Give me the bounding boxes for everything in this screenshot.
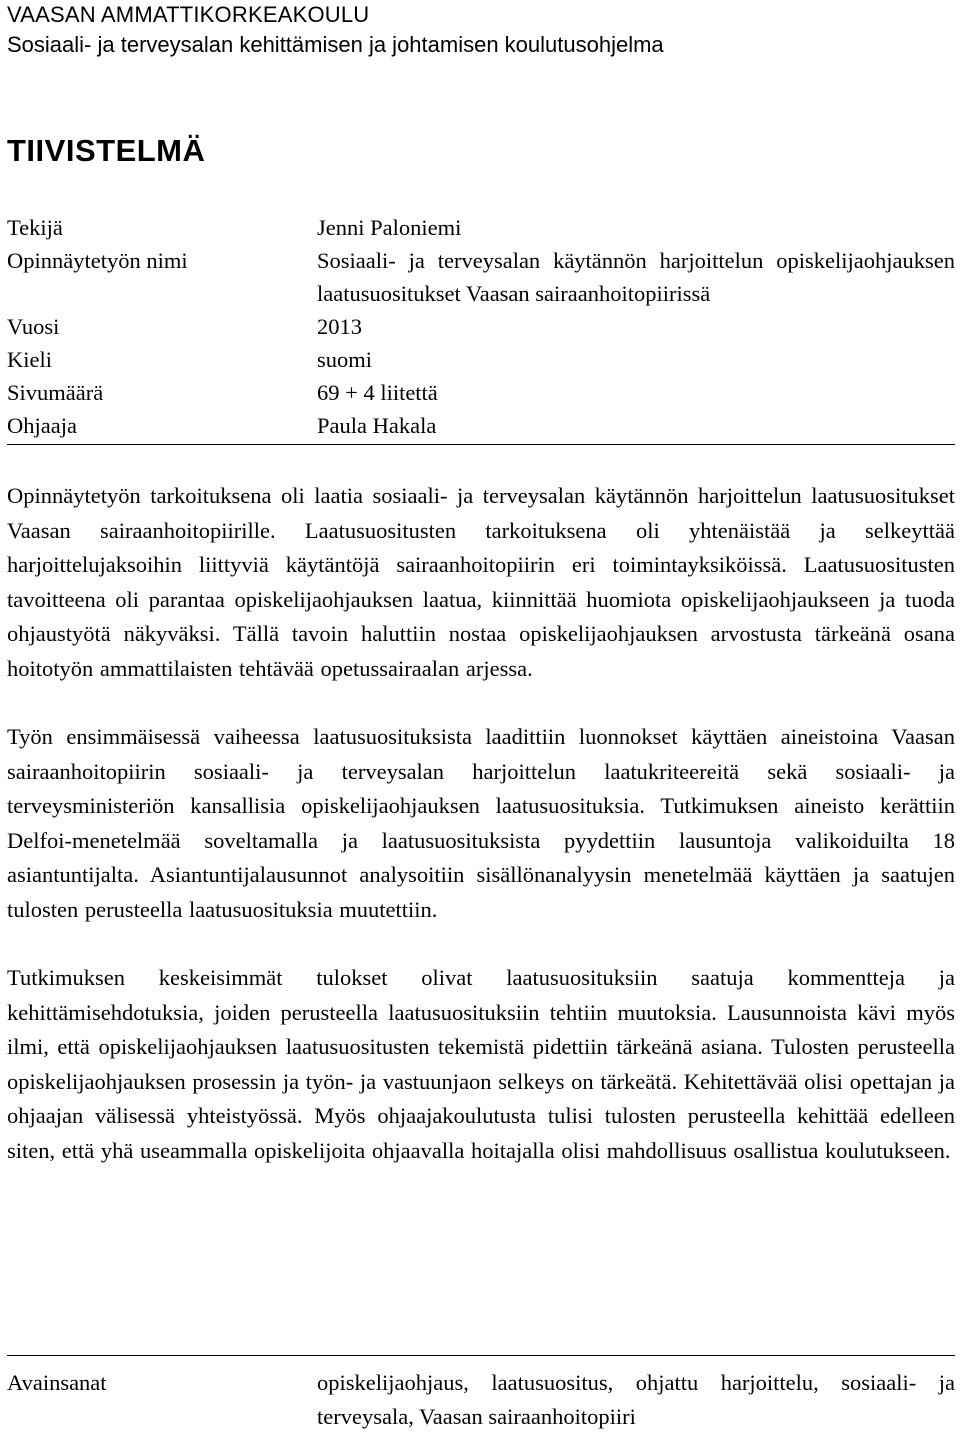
school-name: VAASAN AMMATTIKORKEAKOULU xyxy=(7,2,370,27)
thesis-title-value: Sosiaali- ja terveysalan käytännön harjoittelun opiskelijaohjauksen laatusuositukset Vaasan sairaanhoitopiirissä xyxy=(317,248,955,306)
page-count-label: Sivumäärä xyxy=(7,380,104,405)
language-label: Kieli xyxy=(7,347,52,372)
thesis-title-label: Opinnäytetyön nimi xyxy=(7,248,188,273)
page-count-row xyxy=(7,376,955,409)
author-value: Jenni Paloniemi xyxy=(317,215,462,240)
thesis-info-table xyxy=(7,211,955,445)
year-value: 2013 xyxy=(317,314,362,339)
page-title: TIIVISTELMÄ xyxy=(7,133,206,168)
abstract-page xyxy=(7,0,955,1202)
author-label: Tekijä xyxy=(7,215,63,240)
thesis-title-row xyxy=(7,244,955,310)
supervisor-value: Paula Hakala xyxy=(317,413,437,438)
keywords-row xyxy=(7,1355,955,1434)
keywords-value: opiskelijaohjaus, laatusuositus, ohjattu harjoittelu, sosiaali- ja terveysala, Vaasan sairaanhoitopiiri xyxy=(317,1370,955,1429)
keywords-label: Avainsanat xyxy=(7,1370,107,1395)
abstract-body xyxy=(7,479,955,1168)
language-row xyxy=(7,343,955,376)
page-count-value: 69 + 4 liitettä xyxy=(317,380,438,405)
author-row xyxy=(7,211,955,244)
year-row xyxy=(7,310,955,343)
abstract-paragraph-1: Opinnäytetyön tarkoituksena oli laatia sosiaali- ja terveysalan käytännön harjoittelun laatusuositukset Vaasan sairaanhoitopiirille. Laatusuositusten tarkoituksena oli yhtenäistää ja selkeyttää harjoittelujaksoihin liittyviä käytäntöjä sairaanhoitopiirin eri toimintayksiköissä. Laatusuositusten tavoitteena oli parantaa opiskelijaohjauksen laatua, kiinnittää huomiota opiskelijaohjaukseen ja tuoda ohjaustyötä näkyväksi. Tällä tavoin haluttiin nostaa opiskelijaohjauksen arvostusta tärkeänä osana hoitotyön ammattilaisten tehtävää opetussairaalan arjessa. xyxy=(7,483,955,681)
abstract-paragraph-3: Tutkimuksen keskeisimmät tulokset olivat laatusuosituksiin saatuja kommentteja ja kehittämisehdotuksia, joiden perusteella laatusuosituksiin tehtiin muutoksia. Lausunnoista kävi myös ilmi, että opiskelijaohjauksen laatusuositusten tekemistä pidettiin tärkeänä asiana. Tulosten perusteella opiskelijaohjauksen prosessin ja työn- ja vastuunjaon selkeys on tärkeätä. Kehitettävää olisi opettajan ja ohjaajan välisessä yhteistyössä. Myös ohjaajakoulutusta tulisi tulosten perusteella kehittää edelleen siten, että yhä useammalla opiskelijoita ohjaavalla hoitajalla olisi mahdollisuus osallistua koulutukseen. xyxy=(7,965,955,1163)
abstract-paragraph-2: Työn ensimmäisessä vaiheessa laatusuosituksista laadittiin luonnokset käyttäen aineistoina Vaasan sairaanhoitopiirin sosiaali- ja terveysalan harjoittelun laatukriteereitä sekä sosiaali- ja terveysministeriön kansallisia opiskelijaohjauksen laatusuosituksia. Tutkimuksen aineisto kerättiin Delfoi-menetelmää soveltamalla ja laatusuosituksista pyydettiin lausuntoja valikoiduilta 18 asiantuntijalta. Asiantuntijalausunnot analysoitiin sisällönanalyysin menetelmää käyttäen ja saatujen tulosten perusteella laatusuosituksia muutettiin. xyxy=(7,724,955,922)
degree-programme: Sosiaali- ja terveysalan kehittämisen ja johtamisen koulutusohjelma xyxy=(7,32,664,57)
supervisor-row xyxy=(7,409,955,442)
document-header xyxy=(7,0,955,60)
language-value: suomi xyxy=(317,347,373,372)
supervisor-label: Ohjaaja xyxy=(7,413,77,438)
year-label: Vuosi xyxy=(7,314,60,339)
